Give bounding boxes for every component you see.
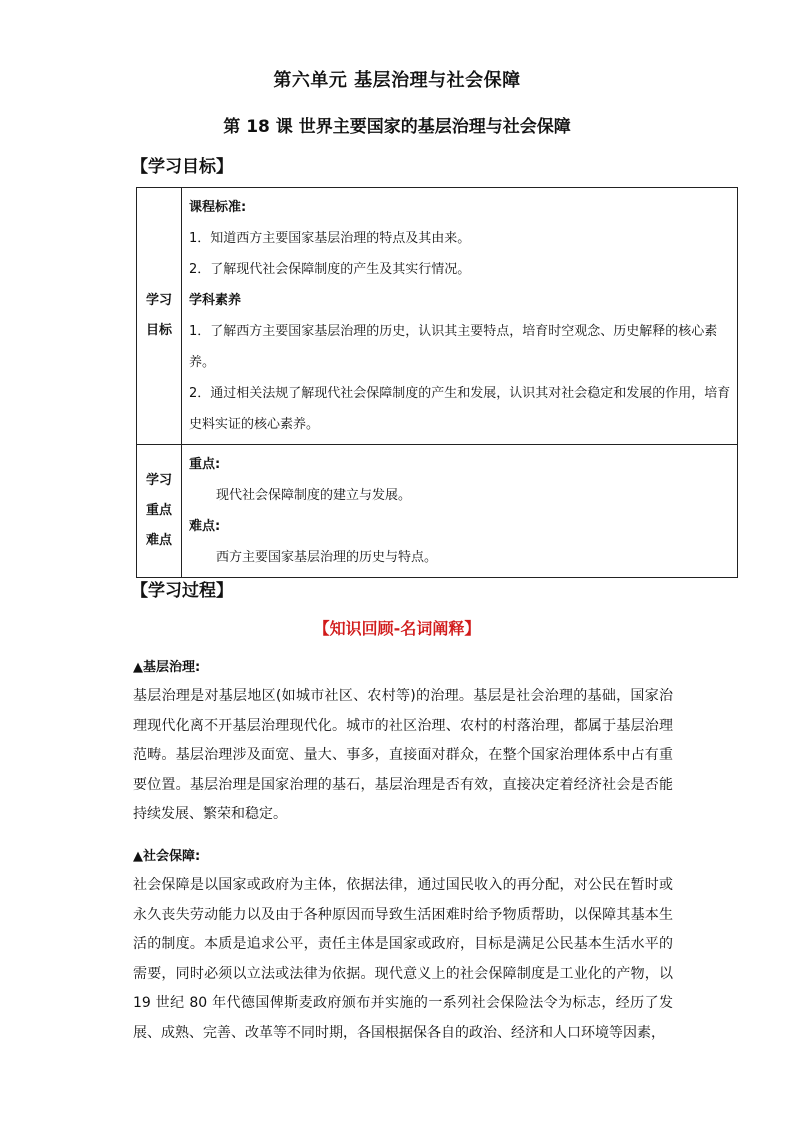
key-text: 现代社会保障制度的建立与发展。 xyxy=(216,488,412,503)
literacy-item: 1．了解西方主要国家基层治理的历史，认识其主要特点，培育时空观念、历史解释的核心素养。 xyxy=(189,324,718,370)
key-label-line2: 重点 xyxy=(145,503,172,518)
goals-heading: 【学习目标】 xyxy=(131,157,233,177)
goals-label-line1: 学习 xyxy=(145,293,172,308)
key-title: 重点: xyxy=(189,457,221,472)
process-heading: 【学习过程】 xyxy=(131,581,233,601)
unit-title: 第六单元 基层治理与社会保障 xyxy=(273,70,521,91)
term2-title: ▲社会保障: xyxy=(133,849,201,864)
goals-table xyxy=(136,187,738,578)
literacy-item: 2．通过相关法规了解现代社会保障制度的产生和发展，认识其对社会稳定和发展的作用，培育史料实证的核心素养。 xyxy=(189,386,731,432)
standards-title: 课程标准: xyxy=(189,200,247,215)
term2-paragraph: 社会保障是以国家或政府为主体，依据法律，通过国民收入的再分配，对公民在暂时或永久丧失劳动能力以及由于各种原因而导致生活困难时给予物质帮助，以保障其基本生活的制度。本质是追求公平，责任主体是国家或政府，目标是满足公民基本生活水平的需要，同时必须以立法或法律为依据。现代意义上的社会保障制度是工业化的产物，以 19 世纪 80 年代德国俾斯麦政府颁布并实施的一系列社会保险法令为标志，经历了发展、成熟、完善、改革等不同时期，各国根据保各自的政治、经济和人口环境等因素， xyxy=(133,877,673,1041)
goals-label-line2: 目标 xyxy=(145,323,172,338)
review-heading: 【知识回顾-名词阐释】 xyxy=(313,619,481,638)
difficult-text: 西方主要国家基层治理的历史与特点。 xyxy=(216,550,438,565)
term1-title: ▲基层治理: xyxy=(133,660,201,675)
key-points-row xyxy=(137,445,738,578)
key-label-line3: 难点 xyxy=(145,533,172,548)
goals-label xyxy=(137,188,182,445)
goals-row xyxy=(137,188,738,445)
key-label-line1: 学习 xyxy=(145,473,172,488)
literacy-title: 学科素养 xyxy=(189,293,242,308)
key-points-content xyxy=(182,445,738,578)
difficult-title: 难点: xyxy=(189,519,221,534)
key-points-label xyxy=(137,445,182,578)
standard-item: 1．知道西方主要国家基层治理的特点及其由来。 xyxy=(189,231,471,246)
standard-item: 2．了解现代社会保障制度的产生及其实行情况。 xyxy=(189,262,471,277)
term1-paragraph: 基层治理是对基层地区(如城市社区、农村等)的治理。基层是社会治理的基础，国家治理现代化离不开基层治理现代化。城市的社区治理、农村的村落治理，都属于基层治理范畴。基层治理涉及面宽、量大、事多，直接面对群众，在整个国家治理体系中占有重要位置。基层治理是国家治理的基石，基层治理是否有效，直接决定着经济社会是否能持续发展、繁荣和稳定。 xyxy=(133,688,673,822)
lesson-title: 第 18 课 世界主要国家的基层治理与社会保障 xyxy=(223,117,571,137)
goals-content xyxy=(182,188,738,445)
